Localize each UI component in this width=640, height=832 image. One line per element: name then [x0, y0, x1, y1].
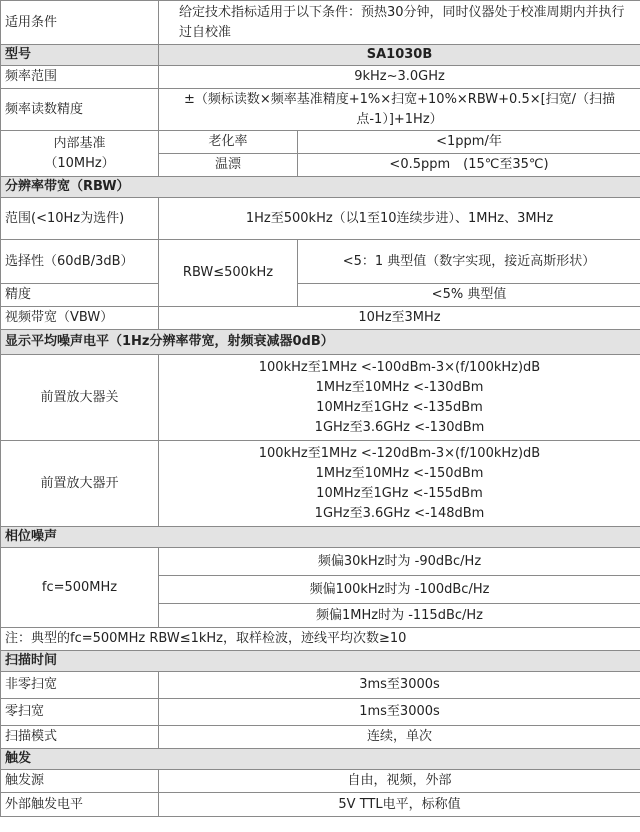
phase-noise-row: 频偏100kHz时为 -100dBc/Hz — [159, 576, 640, 604]
ref-label: 内部基准（10MHz） — [1, 131, 159, 177]
trigger-source-label: 触发源 — [1, 770, 159, 793]
temp-label: 温漂 — [159, 154, 298, 177]
freq-range-label: 频率范围 — [1, 66, 159, 89]
preamp-on-label: 前置放大器开 — [1, 441, 159, 527]
selectivity-label: 选择性（60dB/3dB） — [1, 240, 159, 284]
model-label: 型号 — [1, 45, 159, 66]
row-rbw-accuracy — [1, 284, 640, 307]
phase-note: 注：典型的fc=500MHz RBW≤1kHz，取样检波，迹线平均次数≥10 — [1, 628, 640, 651]
conditions-label: 适用条件 — [1, 1, 159, 45]
row-model — [1, 45, 640, 66]
conditions-value: 给定技术指标适用于以下条件：预热30分钟，同时仪器处于校准周期内并执行过自校准 — [159, 1, 640, 45]
fc-label: fc=500MHz — [1, 548, 159, 628]
sweep-mode-label: 扫描模式 — [1, 726, 159, 749]
row-phase-1 — [1, 548, 640, 576]
row-sweep-mode — [1, 726, 640, 749]
preamp-on-values — [159, 441, 640, 527]
nonzero-span-label: 非零扫宽 — [1, 672, 159, 699]
preamp-off-values — [159, 355, 640, 441]
trigger-level-value: 5V TTL电平，标称值 — [159, 793, 640, 817]
row-ref-aging — [1, 131, 640, 154]
row-phase-section — [1, 527, 640, 548]
rbw-accuracy-label: 精度 — [1, 284, 159, 307]
row-sweep-section — [1, 651, 640, 672]
aging-value: <1ppm/年 — [298, 131, 640, 154]
preamp-off-line: 100kHz至1MHz <-100dBm-3×(f/100kHz)dB — [258, 359, 541, 375]
freq-range-value: 9kHz~3.0GHz — [159, 66, 640, 89]
preamp-on-line: 10MHz至1GHz <-155dBm — [316, 485, 483, 501]
row-sweep-nonzero — [1, 672, 640, 699]
aging-label: 老化率 — [159, 131, 298, 154]
temp-value: <0.5ppm (15℃至35℃) — [298, 154, 640, 177]
row-vbw — [1, 307, 640, 330]
row-rbw-selectivity — [1, 240, 640, 284]
preamp-on-line: 100kHz至1MHz <-120dBm-3×(f/100kHz)dB — [258, 445, 541, 461]
row-trigger-level — [1, 793, 640, 817]
preamp-on-line: 1GHz至3.6GHz <-148dBm — [314, 505, 485, 521]
preamp-on-line: 1MHz至10MHz <-150dBm — [315, 465, 484, 481]
row-sweep-zero — [1, 699, 640, 726]
phase-section-title: 相位噪声 — [1, 527, 640, 548]
sweep-mode-value: 连续，单次 — [159, 726, 640, 749]
zero-span-label: 零扫宽 — [1, 699, 159, 726]
row-preamp-on — [1, 441, 640, 527]
preamp-off-label: 前置放大器关 — [1, 355, 159, 441]
rbw-condition: RBW≤500kHz — [159, 240, 298, 307]
row-trigger-section — [1, 749, 640, 770]
preamp-off-line: 1GHz至3.6GHz <-130dBm — [314, 419, 485, 435]
phase-noise-row: 频偏30kHz时为 -90dBc/Hz — [159, 548, 640, 576]
freq-accuracy-label: 频率读数精度 — [1, 89, 159, 131]
rbw-range-value: 1Hz至500kHz（以1至10连续步进）、1MHz、3MHz — [159, 198, 640, 240]
row-conditions — [1, 1, 640, 45]
row-preamp-off — [1, 355, 640, 441]
sweep-section-title: 扫描时间 — [1, 651, 640, 672]
row-danl-section — [1, 330, 640, 355]
model-value: SA1030B — [159, 45, 640, 66]
freq-accuracy-value: ±（频标读数×频率基准精度+1%×扫宽+10%×RBW+0.5×[扫宽/（扫描点-1）]+1Hz） — [159, 89, 640, 131]
vbw-value: 10Hz至3MHz — [159, 307, 640, 330]
rbw-section-title: 分辨率带宽（RBW） — [1, 177, 640, 198]
row-freq-range — [1, 66, 640, 89]
trigger-level-label: 外部触发电平 — [1, 793, 159, 817]
row-trigger-source — [1, 770, 640, 793]
preamp-off-line: 1MHz至10MHz <-130dBm — [315, 379, 484, 395]
row-phase-note — [1, 628, 640, 651]
trigger-source-value: 自由，视频，外部 — [159, 770, 640, 793]
trigger-section-title: 触发 — [1, 749, 640, 770]
zero-span-value: 1ms至3000s — [159, 699, 640, 726]
row-rbw-section — [1, 177, 640, 198]
row-rbw-range — [1, 198, 640, 240]
rbw-accuracy-value: <5% 典型值 — [298, 284, 640, 307]
danl-section-title: 显示平均噪声电平（1Hz分辨率带宽，射频衰减器0dB） — [1, 330, 640, 355]
preamp-off-line: 10MHz至1GHz <-135dBm — [316, 399, 483, 415]
vbw-label: 视频带宽（VBW） — [1, 307, 159, 330]
phase-noise-row: 频偏1MHz时为 -115dBc/Hz — [159, 604, 640, 628]
rbw-range-label: 范围(<10Hz为选件) — [1, 198, 159, 240]
nonzero-span-value: 3ms至3000s — [159, 672, 640, 699]
row-freq-accuracy — [1, 89, 640, 131]
selectivity-value: <5：1 典型值（数字实现，接近高斯形状） — [298, 240, 640, 284]
